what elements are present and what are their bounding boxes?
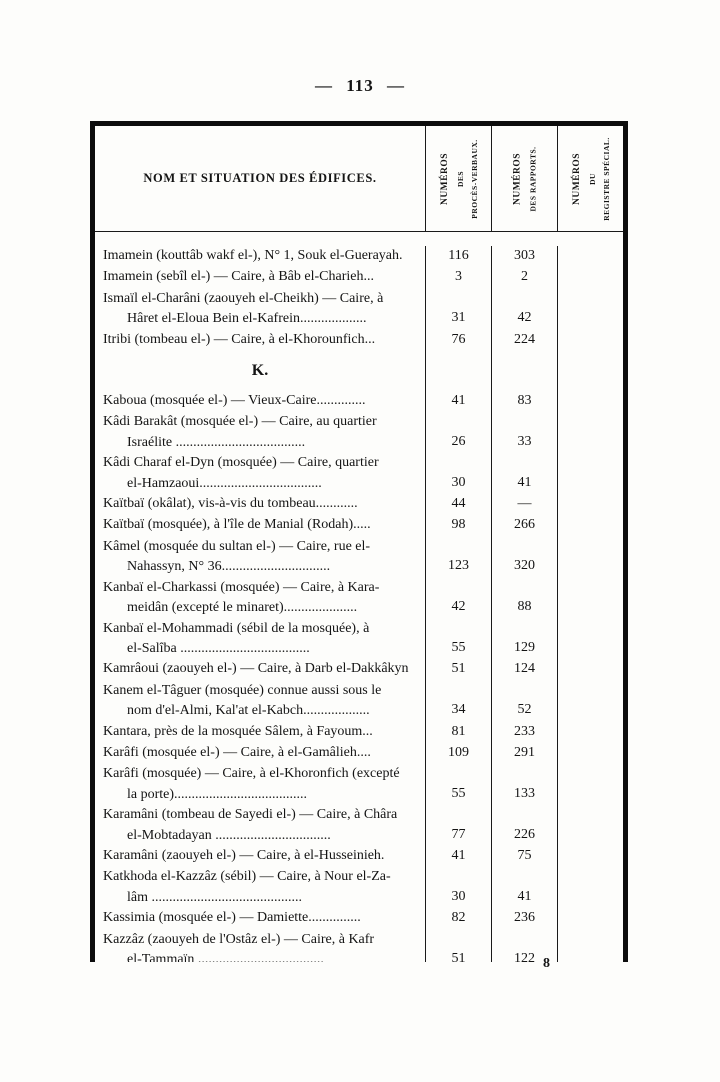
registre-special-cell [557, 681, 623, 722]
proces-verbaux-number-cell: 76 [425, 330, 491, 351]
table-row [95, 494, 623, 515]
table-row [95, 453, 623, 494]
proces-verbaux-number-cell: 30 [425, 453, 491, 494]
rapports-number-cell: 320 [491, 537, 557, 578]
edifice-name-cell [95, 267, 425, 288]
table-header-row [95, 126, 623, 232]
edifice-name-cell [95, 681, 425, 722]
edifice-name-line: Kantara, près de la mosquée Sâlem, à Fayoum... [103, 723, 373, 739]
registre-special-cell [557, 805, 623, 846]
table-row [95, 743, 623, 764]
edifice-name-continuation-line: Israélite ..................................... [127, 434, 306, 450]
edifice-name-cell [95, 805, 425, 846]
edifice-name-line: Kanbaï el-Mohammadi (sébil de la mosquée), à [103, 620, 370, 636]
edifice-name-cell [95, 743, 425, 764]
edifice-name-line: Itribi (tombeau el-) — Caire, à el-Khorounfich... [103, 331, 376, 347]
proces-verbaux-number-cell: 44 [425, 494, 491, 515]
table-row [95, 659, 623, 680]
table-row [95, 267, 623, 288]
proces-verbaux-number-cell: 51 [425, 659, 491, 680]
table-row [95, 289, 623, 330]
printer-signature-mark: 8 [543, 956, 550, 971]
empty-cell [557, 351, 623, 391]
proces-verbaux-number-cell: 109 [425, 743, 491, 764]
edifice-name-line: Imamein (kouttâb wakf el-), N° 1, Souk el-Guerayah. [103, 248, 403, 263]
proces-verbaux-number-cell: 55 [425, 619, 491, 660]
table-row [95, 578, 623, 619]
edifice-name-cell [95, 867, 425, 908]
rapports-number-cell: 236 [491, 908, 557, 929]
rapports-number-cell: 266 [491, 515, 557, 536]
table-row [95, 537, 623, 578]
column-header-name: NOM ET SITUATION DES ÉDIFICES. [95, 126, 425, 232]
proces-verbaux-number-cell: 3 [425, 267, 491, 288]
edifice-name-line: Ismaïl el-Charâni (zaouyeh el-Cheikh) — Caire, à [103, 290, 384, 306]
registre-special-cell [557, 267, 623, 288]
registre-special-cell [557, 494, 623, 515]
edifice-name-cell [95, 930, 425, 962]
edifice-name-cell [95, 246, 425, 267]
proces-verbaux-number-cell: 77 [425, 805, 491, 846]
edifice-name-cell [95, 289, 425, 330]
registre-special-cell [557, 515, 623, 536]
proces-verbaux-number-cell: 82 [425, 908, 491, 929]
edifice-name-line: Kâdi Barakât (mosquée el-) — Caire, au quartier [103, 414, 377, 430]
edifice-name-continuation-line: el-Mobtadayan ................................. [127, 827, 331, 843]
table-row [95, 619, 623, 660]
edifice-name-line: Kaboua (mosquée el-) — Vieux-Caire.............. [103, 393, 366, 409]
edifice-name-line: Karâfi (mosquée el-) — Caire, à el-Gamâlieh.... [103, 744, 371, 760]
table-row [95, 330, 623, 351]
registre-special-cell [557, 908, 623, 929]
edifice-name-cell [95, 908, 425, 929]
edifice-name-continuation-line: meidân (excepté le minaret)..................... [127, 600, 358, 616]
edifice-name-line: Imamein (sebîl el-) — Caire, à Bâb el-Charieh... [103, 269, 374, 285]
rapports-number-cell: 226 [491, 805, 557, 846]
registre-special-cell [557, 453, 623, 494]
registre-special-cell [557, 659, 623, 680]
table-row [95, 805, 623, 846]
edifice-name-line: Kâdi Charaf el-Dyn (mosquée) — Caire, quartier [103, 455, 379, 471]
edifice-name-cell [95, 722, 425, 743]
edifice-name-cell [95, 515, 425, 536]
registre-special-cell [557, 846, 623, 867]
registre-special-cell [557, 930, 623, 962]
rapports-number-cell: 124 [491, 659, 557, 680]
edifice-name-cell [95, 659, 425, 680]
edifice-name-cell [95, 578, 425, 619]
edifice-name-line: Kassimia (mosquée el-) — Damiette............... [103, 910, 361, 926]
proces-verbaux-number-cell: 51 [425, 930, 491, 962]
edifice-name-line: Kamrâoui (zaouyeh el-) — Caire, à Darb el-Dakkâkyn [103, 661, 409, 677]
edifice-name-cell [95, 619, 425, 660]
registre-special-cell [557, 619, 623, 660]
table-row [95, 515, 623, 536]
page-number: — 113 — [314, 76, 406, 95]
rapports-number-cell: 291 [491, 743, 557, 764]
registre-special-cell [557, 330, 623, 351]
table-row [95, 412, 623, 453]
column-header-registre-special [557, 126, 623, 232]
rapports-number-cell: 122 [491, 930, 557, 962]
edifice-name-cell [95, 494, 425, 515]
proces-verbaux-number-cell: 41 [425, 391, 491, 412]
rapports-number-cell: 41 [491, 867, 557, 908]
edifice-name-line: Kâmel (mosquée du sultan el-) — Caire, rue el- [103, 538, 371, 554]
rapports-number-cell: 42 [491, 289, 557, 330]
edifice-name-line: Kazzâz (zaouyeh de l'Ostâz el-) — Caire, à Kafr [103, 931, 375, 947]
proces-verbaux-number-cell: 26 [425, 412, 491, 453]
proces-verbaux-number-cell: 31 [425, 289, 491, 330]
rapports-number-cell: 2 [491, 267, 557, 288]
table-row [95, 681, 623, 722]
edifice-name-continuation-line: el-Tammaïn .................................... [127, 952, 324, 962]
rapports-number-cell: 133 [491, 764, 557, 805]
empty-cell [425, 351, 491, 391]
proces-verbaux-number-cell: 34 [425, 681, 491, 722]
table-row [95, 391, 623, 412]
table-row [95, 908, 623, 929]
registre-special-vertical-label: NUMÉROS DU REGISTRE SPÉCIAL. [571, 136, 611, 221]
edifice-name-continuation-line: el-Salîba ..................................... [127, 640, 310, 656]
edifice-name-line: Karamâni (zaouyeh el-) — Caire, à el-Husseinieh. [103, 847, 385, 863]
registre-special-cell [557, 867, 623, 908]
registre-special-cell [557, 722, 623, 743]
rapports-vertical-label: NUMÉROS DES RAPPORTS. [512, 146, 538, 211]
column-header-proces-verbaux [425, 126, 491, 232]
empty-cell [491, 351, 557, 391]
table-row [95, 764, 623, 805]
edifice-name-continuation-line: Hâret el-Eloua Bein el-Kafrein................... [127, 311, 367, 327]
rapports-number-cell: 224 [491, 330, 557, 351]
registre-special-cell [557, 391, 623, 412]
edifice-name-continuation-line: la porte)...................................... [127, 786, 308, 802]
edifice-name-line: Kaïtbaï (okâlat), vis-à-vis du tombeau............ [103, 496, 358, 512]
proces-verbaux-number-cell: 42 [425, 578, 491, 619]
registre-special-cell [557, 289, 623, 330]
edifices-table [90, 121, 628, 962]
table-row [95, 722, 623, 743]
edifice-name-continuation-line: lâm ........................................... [127, 889, 302, 905]
rapports-number-cell: — [491, 494, 557, 515]
edifice-name-continuation-line: Nahassyn, N° 36............................... [127, 559, 331, 575]
table-body [95, 232, 623, 962]
edifice-name-line: Kanbaï el-Charkassi (mosquée) — Caire, à Kara- [103, 579, 380, 595]
proces-verbaux-number-cell: 81 [425, 722, 491, 743]
edifice-name-cell [95, 453, 425, 494]
registre-special-cell [557, 743, 623, 764]
proces-verbaux-number-cell: 41 [425, 846, 491, 867]
rapports-number-cell: 129 [491, 619, 557, 660]
proces-verbaux-number-cell: 55 [425, 764, 491, 805]
rapports-number-cell: 88 [491, 578, 557, 619]
table-row [95, 867, 623, 908]
table-row [95, 246, 623, 267]
proces-verbaux-vertical-label: NUMÉROS DES PROCÈS-VERBAUX. [439, 138, 479, 219]
registre-special-cell [557, 537, 623, 578]
edifice-name-cell [95, 537, 425, 578]
edifice-name-line: Kaïtbaï (mosquée), à l'île de Manial (Rodah)..... [103, 517, 371, 533]
registre-special-cell [557, 246, 623, 267]
edifice-name-line: Kanem el-Tâguer (mosquée) connue aussi sous le [103, 682, 382, 698]
edifice-name-cell [95, 846, 425, 867]
edifice-name-line: Karamâni (tombeau de Sayedi el-) — Caire, à Châra [103, 807, 398, 823]
proces-verbaux-number-cell: 98 [425, 515, 491, 536]
edifice-name-cell [95, 764, 425, 805]
rapports-number-cell: 41 [491, 453, 557, 494]
edifice-name-cell [95, 330, 425, 351]
rapports-number-cell: 75 [491, 846, 557, 867]
rapports-number-cell: 83 [491, 391, 557, 412]
registre-special-cell [557, 764, 623, 805]
edifice-name-line: Karâfi (mosquée) — Caire, à el-Khoronfich (excepté [103, 766, 400, 782]
rapports-number-cell: 52 [491, 681, 557, 722]
section-letter: K. [251, 362, 269, 380]
rapports-number-cell: 233 [491, 722, 557, 743]
edifice-name-cell [95, 412, 425, 453]
rapports-number-cell: 33 [491, 412, 557, 453]
table-row [95, 846, 623, 867]
registre-special-cell [557, 412, 623, 453]
edifice-name-line: Katkhoda el-Kazzâz (sébil) — Caire, à Nour el-Za- [103, 869, 391, 885]
edifice-name-continuation-line: el-Hamzaoui................................... [127, 475, 322, 491]
proces-verbaux-number-cell: 116 [425, 246, 491, 267]
proces-verbaux-number-cell: 30 [425, 867, 491, 908]
rapports-number-cell: 303 [491, 246, 557, 267]
edifice-name-cell [95, 391, 425, 412]
edifice-name-continuation-line: nom d'el-Almi, Kal'at el-Kabch................... [127, 703, 370, 719]
registre-special-cell [557, 578, 623, 619]
section-header-row [95, 351, 623, 391]
column-header-rapports [491, 126, 557, 232]
proces-verbaux-number-cell: 123 [425, 537, 491, 578]
